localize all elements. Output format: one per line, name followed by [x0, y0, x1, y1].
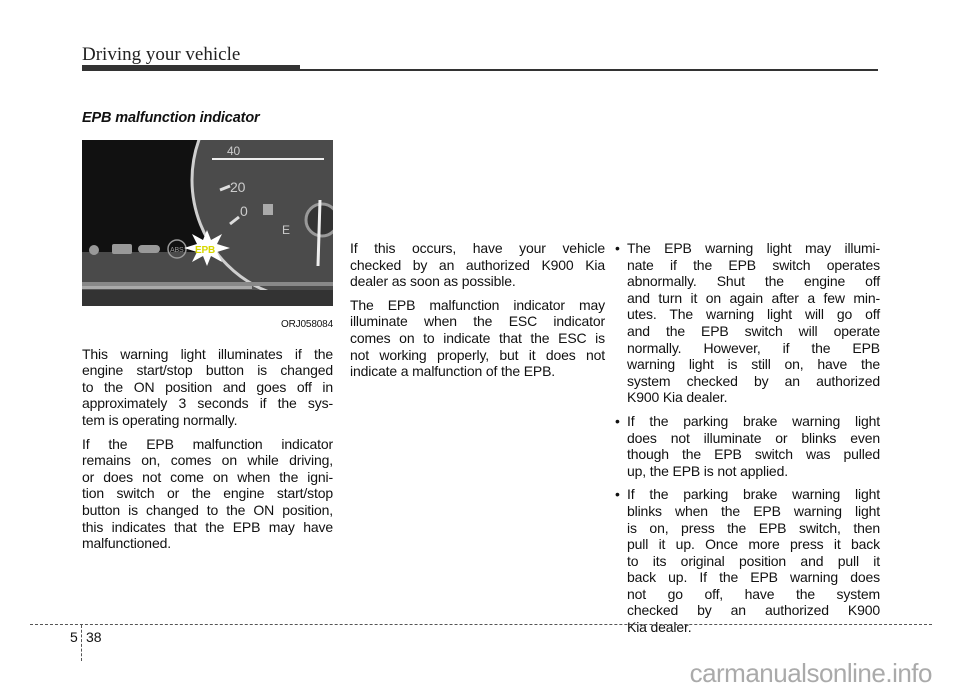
- text-line: warning light is still on, have the: [627, 356, 880, 373]
- text-line: If the parking brake warning light: [627, 412, 880, 429]
- bullet-item: [615, 486, 880, 635]
- text-line: approximately 3 seconds if the sys-: [82, 395, 333, 412]
- bullet-icon: •: [615, 412, 620, 429]
- text-line: comes on to indicate that the ESC is: [350, 329, 605, 346]
- car-skid-icon: [138, 245, 160, 253]
- text-line: utes. The warning light will go off: [627, 306, 880, 323]
- header-rule-thick: [82, 65, 300, 71]
- paragraph: [82, 436, 333, 552]
- text-line: normally. However, if the EPB: [627, 339, 880, 356]
- seatbelt-icon: [89, 245, 99, 255]
- text-line: checked by an authorized K900: [627, 602, 880, 619]
- text-line: remains on, comes on while driving,: [82, 452, 333, 469]
- text-line: blinks when the EPB warning light: [627, 502, 880, 519]
- svg-text:ABS: ABS: [170, 246, 184, 254]
- bullet-icon: •: [615, 486, 620, 503]
- text-line: tem is operating normally.: [82, 411, 238, 428]
- column-2: [350, 110, 605, 387]
- text-line: This warning light illuminates if the: [82, 345, 333, 362]
- paragraph: [350, 297, 605, 380]
- text-line: checked by an authorized K900 Kia: [350, 256, 605, 273]
- text-line: though the EPB switch was pulled: [627, 446, 880, 463]
- text-line: not working properly, but it does not: [350, 346, 605, 363]
- text-line: If the EPB malfunction indicator: [82, 435, 333, 452]
- text-line: If the parking brake warning light: [627, 486, 880, 503]
- instrument-cluster-figure: [82, 140, 333, 336]
- text-line: back up. If the EPB warning does: [627, 569, 880, 586]
- text-line: to its original position and pull it: [627, 552, 880, 569]
- fuel-icon: [263, 204, 273, 215]
- watermark: carmanualsonline.info: [689, 658, 932, 688]
- text-line: dealer as soon as possible.: [350, 273, 516, 290]
- text-line: and the EPB switch will operate: [627, 322, 880, 339]
- text-line: engine start/stop button is changed: [82, 362, 333, 379]
- speed-label-20: 20: [230, 178, 246, 195]
- section-number: 5: [70, 629, 78, 645]
- footer-divider: [81, 625, 82, 661]
- paragraph: [82, 346, 333, 429]
- bullet-icon: •: [615, 240, 620, 256]
- text-line: nate if the EPB switch operates: [627, 256, 880, 273]
- text-line: indicate a malfunction of the EPB.: [350, 363, 556, 380]
- running-header: Driving your vehicle: [82, 44, 241, 65]
- text-line: abnormally. Shut the engine off: [627, 273, 880, 290]
- text-line: system checked by an authorized: [627, 372, 880, 389]
- figure-caption: ORJ058084: [280, 319, 333, 330]
- paragraph: [350, 240, 605, 290]
- text-line: this indicates that the EPB may have: [82, 518, 333, 535]
- text-line: up, the EPB is not applied.: [627, 462, 788, 479]
- text-line: tion switch or the engine start/stop: [82, 485, 333, 502]
- text-line: does not illuminate or blinks even: [627, 429, 880, 446]
- speed-label-40: 40: [227, 143, 241, 158]
- text-line: Kia dealer.: [627, 619, 692, 636]
- text-line: pull it up. Once more press it back: [627, 536, 880, 553]
- text-line: malfunctioned.: [82, 535, 171, 552]
- text-line: K900 Kia dealer.: [627, 389, 728, 406]
- text-line: and turn it on again after a few min-: [627, 289, 880, 306]
- text-line: button is changed to the ON position,: [82, 501, 333, 518]
- column-1: [82, 110, 333, 559]
- page-number: 38: [86, 629, 102, 645]
- speed-label-0: 0: [240, 202, 248, 219]
- text-line: illuminate when the ESC indicator: [350, 313, 605, 330]
- engine-check-icon: [112, 244, 132, 254]
- text-line: not go off, have the system: [627, 585, 880, 602]
- text-line: to the ON position and goes off in: [82, 378, 333, 395]
- bullet-item: [615, 240, 880, 406]
- column-3: [615, 110, 880, 643]
- header-rule-thin: [300, 69, 878, 71]
- footer-rule: [30, 624, 932, 625]
- text-line: If this occurs, have your vehicle: [350, 240, 605, 256]
- bullet-item: [615, 413, 880, 479]
- epb-indicator: EPB: [195, 244, 216, 256]
- fuel-empty-label: E: [282, 222, 290, 237]
- text-line: The EPB warning light may illumi-: [627, 240, 880, 256]
- section-subtitle: EPB malfunction indicator: [82, 110, 260, 126]
- cluster-illustration: [82, 140, 333, 336]
- text-line: is on, press the EPB switch, then: [627, 519, 880, 536]
- text-line: or does not come on when the igni-: [82, 468, 333, 485]
- text-line: The EPB malfunction indicator may: [350, 296, 605, 313]
